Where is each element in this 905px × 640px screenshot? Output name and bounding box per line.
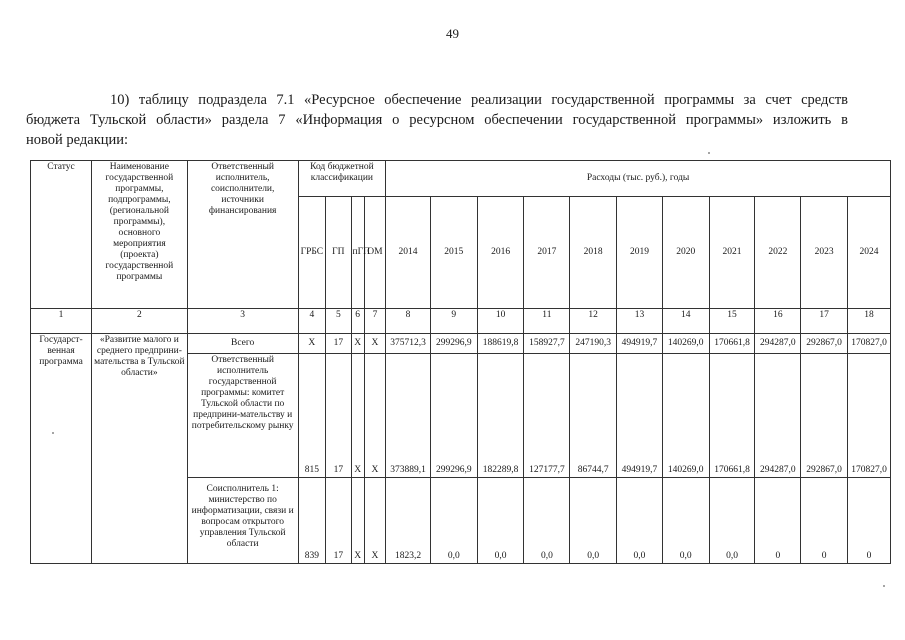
column-number: 12 [570, 309, 617, 334]
header-om: ОМ [364, 197, 385, 309]
value-cell: 494919,7 [617, 334, 663, 354]
header-name: Наименование государственной программы, подпрограммы, (региональной программы), основного мероприятия (проекта) государственной программы [92, 161, 188, 309]
value-cell: 292867,0 [801, 334, 848, 354]
value-cell: 294287,0 [755, 354, 801, 478]
value-cell: 0,0 [430, 478, 477, 564]
header-year: 2016 [477, 197, 524, 309]
value-cell: 0,0 [477, 478, 524, 564]
value-cell: 375712,3 [386, 334, 431, 354]
header-row-1 [31, 161, 891, 197]
value-cell: 158927,7 [524, 334, 570, 354]
pgp-cell: Х [351, 478, 364, 564]
column-number: 11 [524, 309, 570, 334]
program-name-cell: «Развитие малого и среднего предприни-мательства в Тульской области» [92, 334, 188, 564]
header-year: 2017 [524, 197, 570, 309]
row-label: Соисполнитель 1: министерство по информатизации, связи и вопросам открытого управления Тульской области [187, 478, 298, 564]
scan-speck [708, 152, 710, 154]
column-number: 10 [477, 309, 524, 334]
value-cell: 188619,8 [477, 334, 524, 354]
header-responsible: Ответственный исполнитель, соисполнители, источники финансирования [187, 161, 298, 309]
column-number: 6 [351, 309, 364, 334]
value-cell: 299296,9 [430, 334, 477, 354]
value-cell: 0,0 [570, 478, 617, 564]
status-cell: Государст-венная программа [31, 334, 92, 564]
value-cell: 170661,8 [709, 354, 755, 478]
header-expenses: Расходы (тыс. руб.), годы [386, 161, 891, 197]
budget-table [30, 160, 891, 564]
value-cell: 127177,7 [524, 354, 570, 478]
column-number: 16 [755, 309, 801, 334]
header-year: 2018 [570, 197, 617, 309]
om-cell: Х [364, 354, 385, 478]
value-cell: 170827,0 [848, 334, 891, 354]
row-label: Всего [187, 334, 298, 354]
grbs-cell: 839 [298, 478, 325, 564]
column-number: 7 [364, 309, 385, 334]
value-cell: 0,0 [524, 478, 570, 564]
header-pgp: пГП [351, 197, 364, 309]
value-cell: 299296,9 [430, 354, 477, 478]
pgp-cell: Х [351, 334, 364, 354]
gp-cell: 17 [326, 478, 351, 564]
value-cell: 0,0 [617, 478, 663, 564]
value-cell: 170661,8 [709, 334, 755, 354]
header-year: 2014 [386, 197, 431, 309]
column-number: 3 [187, 309, 298, 334]
column-number-row [31, 309, 891, 334]
value-cell: 0,0 [662, 478, 709, 564]
header-budget-code: Код бюджетной классификации [298, 161, 386, 197]
scan-speck [883, 585, 885, 587]
value-cell: 170827,0 [848, 354, 891, 478]
value-cell: 140269,0 [662, 334, 709, 354]
column-number: 2 [92, 309, 188, 334]
row-label: Ответственный исполнитель государственной программы: комитет Тульской области по предприни-мательству и потребительскому рынку [187, 354, 298, 478]
gp-cell: 17 [326, 334, 351, 354]
intro-paragraph [26, 90, 848, 150]
column-number: 15 [709, 309, 755, 334]
column-number: 8 [386, 309, 431, 334]
pgp-cell: Х [351, 354, 364, 478]
grbs-cell: 815 [298, 354, 325, 478]
value-cell: 182289,8 [477, 354, 524, 478]
value-cell: 292867,0 [801, 354, 848, 478]
header-year: 2023 [801, 197, 848, 309]
column-number: 13 [617, 309, 663, 334]
column-number: 9 [430, 309, 477, 334]
gp-cell: 17 [326, 354, 351, 478]
header-year: 2020 [662, 197, 709, 309]
value-cell: 294287,0 [755, 334, 801, 354]
header-status: Статус [31, 161, 92, 309]
value-cell: 1823,2 [386, 478, 431, 564]
value-cell: 0 [755, 478, 801, 564]
value-cell: 0,0 [709, 478, 755, 564]
column-number: 14 [662, 309, 709, 334]
value-cell: 247190,3 [570, 334, 617, 354]
column-number: 5 [326, 309, 351, 334]
intro-line-1: 10) таблицу подраздела 7.1 «Ресурсное обеспечение реализации государственной программы за счет средств [110, 92, 848, 108]
value-cell: 373889,1 [386, 354, 431, 478]
header-year: 2019 [617, 197, 663, 309]
column-number: 17 [801, 309, 848, 334]
header-year: 2015 [430, 197, 477, 309]
column-number: 1 [31, 309, 92, 334]
intro-line-2: бюджета Тульской области» раздела 7 «Информация о ресурсном обеспечении государственной программы» изложить в [26, 112, 848, 128]
column-number: 4 [298, 309, 325, 334]
value-cell: 494919,7 [617, 354, 663, 478]
scan-speck [52, 432, 54, 434]
header-gp: ГП [326, 197, 351, 309]
page-number: 49 [446, 26, 459, 41]
value-cell: 140269,0 [662, 354, 709, 478]
om-cell: Х [364, 478, 385, 564]
value-cell: 86744,7 [570, 354, 617, 478]
value-cell: 0 [848, 478, 891, 564]
header-grbs: ГРБС [298, 197, 325, 309]
header-year: 2024 [848, 197, 891, 309]
column-number: 18 [848, 309, 891, 334]
value-cell: 0 [801, 478, 848, 564]
om-cell: Х [364, 334, 385, 354]
grbs-cell: Х [298, 334, 325, 354]
intro-line-3: новой редакции: [26, 132, 129, 148]
table-row [31, 334, 891, 354]
header-year: 2021 [709, 197, 755, 309]
header-year: 2022 [755, 197, 801, 309]
